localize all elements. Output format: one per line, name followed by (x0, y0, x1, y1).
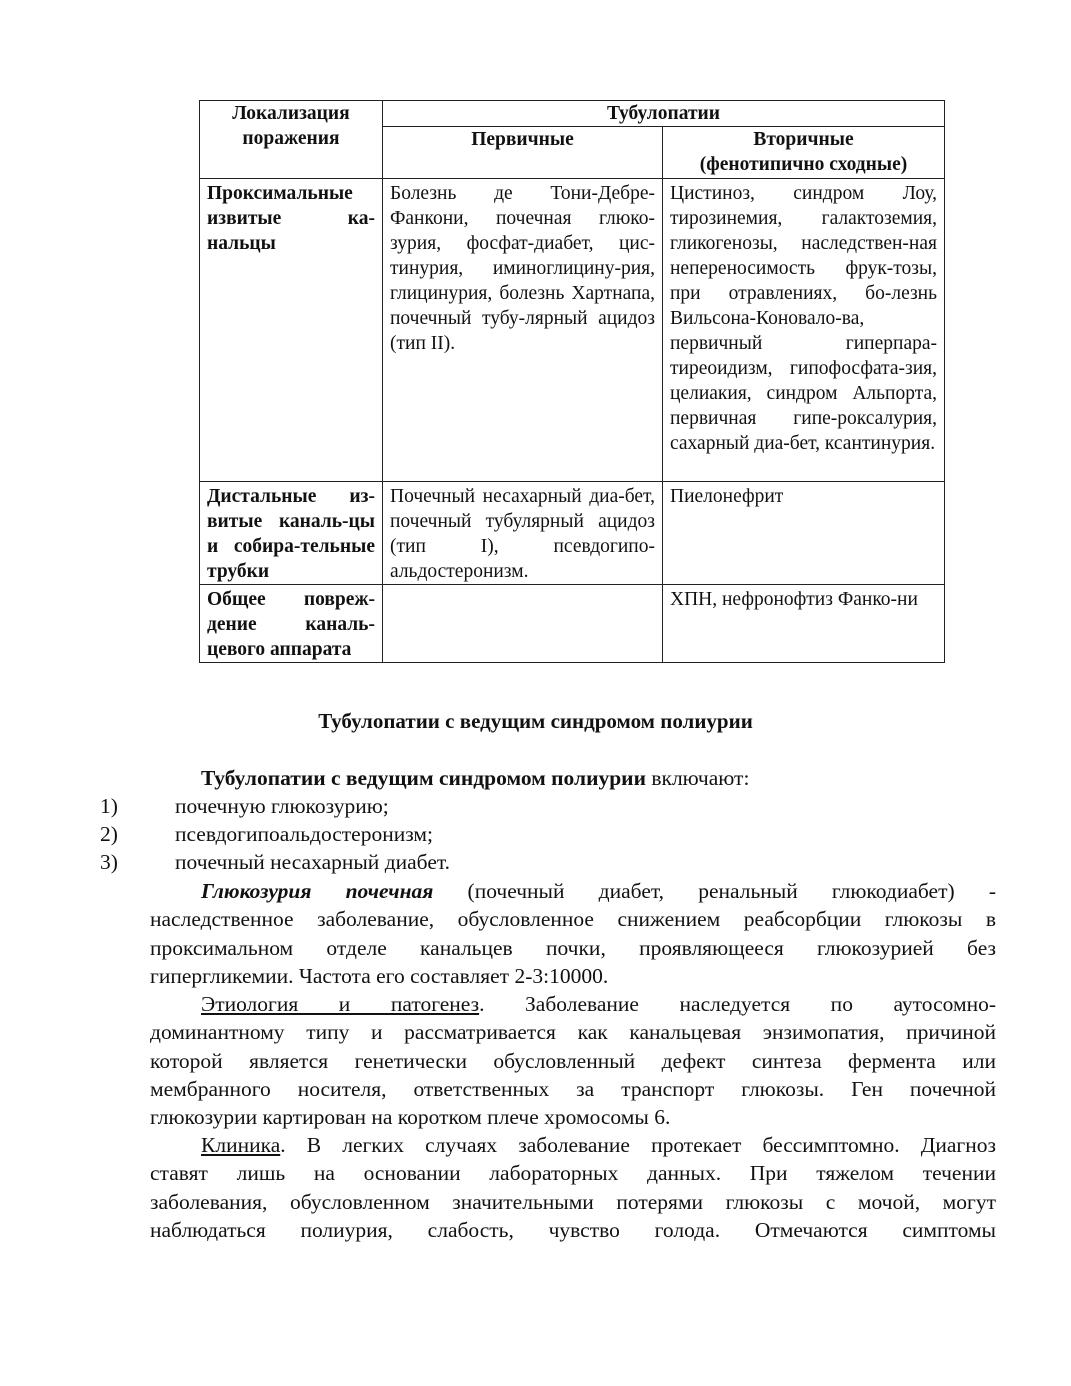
etiology-line4: мембранного носителя, ответственных за транспорт глюкозы. Ген почечной (150, 1076, 996, 1101)
intro-line (150, 764, 996, 792)
etiology-label: Этиология и патогенез (201, 992, 480, 1016)
glucosuria-line3: проксимальном отделе канальцев почки, проявляющееся глюкозурией без (150, 935, 996, 960)
row-location: Проксимальные извитые ка-нальцы (200, 179, 383, 482)
list-text: почечную глюкозурию; (175, 794, 389, 818)
etiology-line5: глюкозурии картирован на коротком плече хромосомы 6. (150, 1105, 671, 1130)
clinic-line4: наблюдаться полиурия, слабость, чувство голода. Отмечаются симптомы (150, 1217, 996, 1242)
clinic-line1: . В легких случаях заболевание протекает бессимптомно. Диагноз (280, 1133, 996, 1157)
clinic-line3: заболевания, обусловленном значительными потерями глюкозы с мочой, могут (150, 1189, 996, 1214)
etiology-line3: которой является генетически обусловленный дефект синтеза фермента или (150, 1048, 996, 1073)
clinic-paragraph (150, 1131, 996, 1244)
header-secondary-line1: Вторичные (753, 129, 854, 150)
glucosuria-line1: (почечный диабет, ренальный глюкодиабет) - (433, 879, 997, 903)
list-number: 2) (100, 822, 118, 846)
intro-rest: включают: (645, 766, 750, 790)
header-localization (200, 101, 383, 179)
row-primary: Болезнь де Тони-Дебре-Фанкони, почечная глюко-зурия, фосфат-диабет, цис-тинурия, иминоглицину-рия, глицинурия, болезнь Хартнапа, почечный тубу-лярный ацидоз (тип II). (383, 179, 663, 482)
tubulopathy-table (199, 100, 945, 663)
row-primary: Почечный несахарный диа-бет, почечный тубулярный ацидоз (тип I), псевдогипо-альдостеронизм. (383, 482, 663, 585)
header-secondary-line2: (фенотипично сходные) (699, 154, 908, 175)
glucosuria-line4: гипергликемии. Частота его составляет 2-3:10000. (150, 963, 609, 988)
table-row (200, 179, 945, 482)
glucosuria-paragraph (150, 877, 996, 990)
glucosuria-line (150, 877, 996, 905)
row-primary (383, 585, 663, 663)
glucosuria-line2: наследственное заболевание, обусловленное снижением реабсорбции глюкозы в (150, 907, 996, 932)
etiology-line1: . Заболевание наследуется по аутосомно- (479, 992, 996, 1016)
row-location: Дистальные из-витые каналь-цы и собира-тельные трубки (200, 482, 383, 585)
header-secondary (663, 127, 945, 179)
clinic-line2: ставят лишь на основании лабораторных данных. При тяжелом течении (150, 1161, 996, 1186)
etiology-line2: доминантному типу и рассматривается как канальцевая энзимопатия, причиной (150, 1020, 996, 1045)
row-secondary: ХПН, нефронофтиз Фанко-ни (663, 585, 945, 663)
list-text: почечный несахарный диабет. (175, 850, 451, 874)
header-primary: Первичные (383, 127, 663, 179)
glucosuria-term: Глюкозурия почечная (201, 879, 434, 903)
header-tubulopathies: Тубулопатии (383, 101, 945, 127)
clinic-line (150, 1131, 996, 1159)
row-secondary: Пиелонефрит (663, 482, 945, 585)
table-row (200, 482, 945, 585)
header-localization-text: Локализация поражения (232, 103, 350, 149)
clinic-label: Клиника (201, 1133, 281, 1157)
etiology-paragraph (150, 990, 996, 1131)
section-heading: Тубулопатии с ведущим синдромом полиурии (318, 709, 753, 733)
row-location: Общее повреж-дение каналь-цевого аппарата (200, 585, 383, 663)
list-text: псевдогипоальдостеронизм; (175, 822, 433, 846)
intro-paragraph (150, 764, 996, 792)
table-row (200, 585, 945, 663)
list-number: 3) (100, 850, 118, 874)
list-number: 1) (100, 794, 118, 818)
intro-bold: Тубулопатии с ведущим синдромом полиурии (201, 766, 646, 790)
row-secondary: Цистиноз, синдром Лоу, тирозинемия, галактоземия, гликогенозы, наследствен-ная непереносимость фрук-тозы, при отравлениях, бо-лезнь Вильсона-Коновало-ва, первичный гиперпара-тиреоидизм, гипофосфата-зия, целиакия, синдром Альпорта, первичная гипе-роксалурия, сахарный диа-бет, ксантинурия. (663, 179, 945, 482)
etiology-line (150, 990, 996, 1018)
